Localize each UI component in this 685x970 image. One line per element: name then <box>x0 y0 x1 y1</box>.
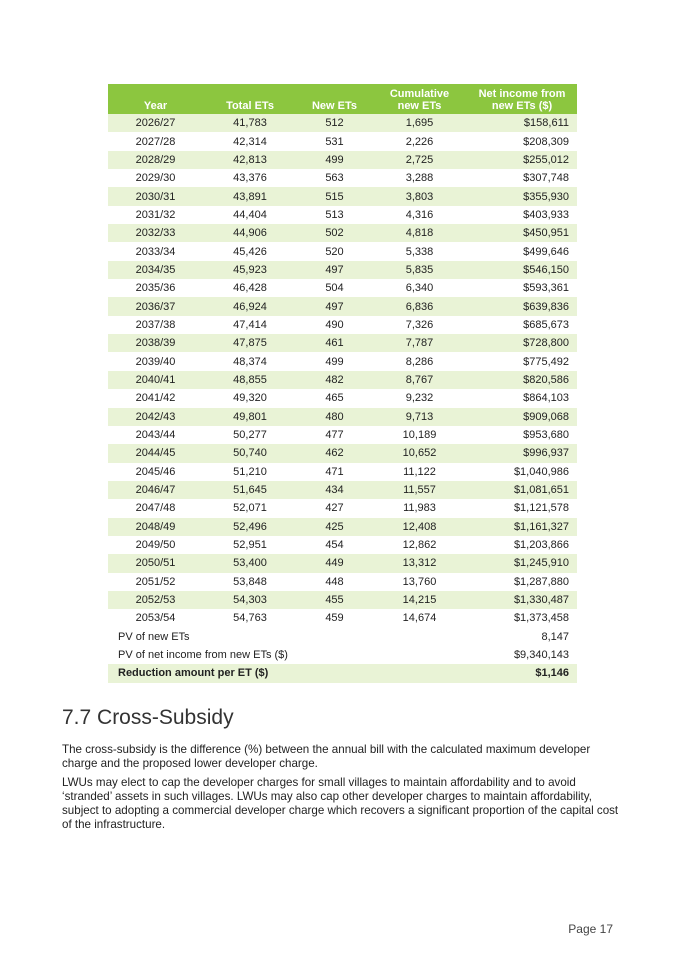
cell-new-ets: 490 <box>297 316 372 334</box>
table-row <box>108 352 577 370</box>
cell-total-ets: 54,303 <box>203 591 297 609</box>
cell-year: 2030/31 <box>108 187 203 205</box>
cell-net-income: $593,361 <box>467 279 577 297</box>
cell-net-income: $546,150 <box>467 261 577 279</box>
cell-new-ets: 465 <box>297 389 372 407</box>
cell-new-ets: 480 <box>297 408 372 426</box>
cell-cumulative-new-ets: 6,836 <box>372 297 467 315</box>
table-row <box>108 573 577 591</box>
cell-total-ets: 44,404 <box>203 206 297 224</box>
table-row <box>108 297 577 315</box>
cell-new-ets: 531 <box>297 132 372 150</box>
summary-row-reduction <box>108 664 577 682</box>
cell-year: 2034/35 <box>108 261 203 279</box>
cell-total-ets: 45,426 <box>203 242 297 260</box>
cell-net-income: $1,203,866 <box>467 536 577 554</box>
cell-total-ets: 45,923 <box>203 261 297 279</box>
summary-value: 8,147 <box>467 628 577 646</box>
cell-total-ets: 46,924 <box>203 297 297 315</box>
cell-net-income: $1,373,458 <box>467 609 577 627</box>
cell-cumulative-new-ets: 13,312 <box>372 554 467 572</box>
cell-year: 2050/51 <box>108 554 203 572</box>
header-new-ets: New ETs <box>297 84 372 114</box>
cell-net-income: $953,680 <box>467 426 577 444</box>
cell-total-ets: 52,071 <box>203 499 297 517</box>
cell-new-ets: 513 <box>297 206 372 224</box>
table-row <box>108 591 577 609</box>
cell-cumulative-new-ets: 12,408 <box>372 518 467 536</box>
cell-cumulative-new-ets: 2,226 <box>372 132 467 150</box>
cell-year: 2028/29 <box>108 151 203 169</box>
cell-cumulative-new-ets: 9,713 <box>372 408 467 426</box>
cell-total-ets: 42,314 <box>203 132 297 150</box>
cell-cumulative-new-ets: 4,316 <box>372 206 467 224</box>
cell-net-income: $1,081,651 <box>467 481 577 499</box>
cell-new-ets: 497 <box>297 297 372 315</box>
cell-total-ets: 50,277 <box>203 426 297 444</box>
cell-new-ets: 499 <box>297 352 372 370</box>
table-row <box>108 609 577 627</box>
cell-net-income: $1,287,880 <box>467 573 577 591</box>
cell-cumulative-new-ets: 8,767 <box>372 371 467 389</box>
header-net-income: Net income from new ETs ($) <box>467 84 577 114</box>
header-cumulative-new-ets: Cumulative new ETs <box>372 84 467 114</box>
cell-year: 2029/30 <box>108 169 203 187</box>
cell-net-income: $403,933 <box>467 206 577 224</box>
header-total-ets: Total ETs <box>203 84 297 114</box>
summary-label: PV of new ETs <box>108 628 467 646</box>
cell-year: 2036/37 <box>108 297 203 315</box>
cell-year: 2032/33 <box>108 224 203 242</box>
cell-cumulative-new-ets: 2,725 <box>372 151 467 169</box>
cell-total-ets: 42,813 <box>203 151 297 169</box>
cell-total-ets: 48,855 <box>203 371 297 389</box>
cell-cumulative-new-ets: 1,695 <box>372 114 467 132</box>
cell-total-ets: 53,848 <box>203 573 297 591</box>
table-row <box>108 463 577 481</box>
cell-net-income: $864,103 <box>467 389 577 407</box>
cell-new-ets: 482 <box>297 371 372 389</box>
cell-total-ets: 44,906 <box>203 224 297 242</box>
cell-total-ets: 51,210 <box>203 463 297 481</box>
cell-net-income: $909,068 <box>467 408 577 426</box>
cell-total-ets: 52,496 <box>203 518 297 536</box>
cell-cumulative-new-ets: 9,232 <box>372 389 467 407</box>
paragraph-cross-subsidy-definition: The cross-subsidy is the difference (%) between the annual bill with the calculated maximum developer charge and the proposed lower developer charge. <box>62 743 591 770</box>
table-row <box>108 518 577 536</box>
summary-value: $9,340,143 <box>467 646 577 664</box>
cell-year: 2033/34 <box>108 242 203 260</box>
cell-total-ets: 52,951 <box>203 536 297 554</box>
cell-cumulative-new-ets: 13,760 <box>372 573 467 591</box>
cell-net-income: $355,930 <box>467 187 577 205</box>
table-body <box>108 114 577 683</box>
table-row <box>108 224 577 242</box>
cell-year: 2047/48 <box>108 499 203 517</box>
cell-total-ets: 48,374 <box>203 352 297 370</box>
cell-cumulative-new-ets: 14,215 <box>372 591 467 609</box>
cell-year: 2048/49 <box>108 518 203 536</box>
cell-new-ets: 448 <box>297 573 372 591</box>
table-row <box>108 389 577 407</box>
cell-new-ets: 462 <box>297 444 372 462</box>
cell-new-ets: 563 <box>297 169 372 187</box>
cell-year: 2035/36 <box>108 279 203 297</box>
table-row <box>108 371 577 389</box>
cell-new-ets: 459 <box>297 609 372 627</box>
cell-year: 2046/47 <box>108 481 203 499</box>
cell-net-income: $1,161,327 <box>467 518 577 536</box>
cell-cumulative-new-ets: 11,122 <box>372 463 467 481</box>
cell-year: 2041/42 <box>108 389 203 407</box>
et-income-table-container <box>108 84 577 683</box>
cell-year: 2027/28 <box>108 132 203 150</box>
cell-net-income: $685,673 <box>467 316 577 334</box>
cell-new-ets: 520 <box>297 242 372 260</box>
cell-cumulative-new-ets: 5,835 <box>372 261 467 279</box>
table-row <box>108 499 577 517</box>
table-row <box>108 554 577 572</box>
cell-year: 2042/43 <box>108 408 203 426</box>
cell-new-ets: 461 <box>297 334 372 352</box>
cell-year: 2052/53 <box>108 591 203 609</box>
cell-year: 2043/44 <box>108 426 203 444</box>
cell-net-income: $820,586 <box>467 371 577 389</box>
cell-cumulative-new-ets: 10,189 <box>372 426 467 444</box>
table-row <box>108 169 577 187</box>
table-header <box>108 84 577 114</box>
cell-new-ets: 502 <box>297 224 372 242</box>
table-row <box>108 187 577 205</box>
cell-total-ets: 49,801 <box>203 408 297 426</box>
cell-new-ets: 455 <box>297 591 372 609</box>
cell-net-income: $499,646 <box>467 242 577 260</box>
cell-new-ets: 497 <box>297 261 372 279</box>
cell-cumulative-new-ets: 5,338 <box>372 242 467 260</box>
cell-cumulative-new-ets: 3,288 <box>372 169 467 187</box>
table-row <box>108 279 577 297</box>
cell-new-ets: 434 <box>297 481 372 499</box>
header-year: Year <box>108 84 203 114</box>
table-row <box>108 444 577 462</box>
cell-net-income: $208,309 <box>467 132 577 150</box>
table-row <box>108 151 577 169</box>
table-row <box>108 536 577 554</box>
summary-row-pv-new-ets <box>108 628 577 646</box>
cell-total-ets: 49,320 <box>203 389 297 407</box>
cell-net-income: $775,492 <box>467 352 577 370</box>
cell-net-income: $255,012 <box>467 151 577 169</box>
cell-year: 2026/27 <box>108 114 203 132</box>
table-row <box>108 242 577 260</box>
summary-value: $1,146 <box>467 664 577 682</box>
cell-new-ets: 454 <box>297 536 372 554</box>
paragraph-lwu-caps: LWUs may elect to cap the developer charges for small villages to maintain affordability and to avoid ‘stranded’ assets in such villages. LWUs may also cap other developer charges to maintain affordability, subject to adopting a commercial developer charge which recovers a significant proportion of the capital cost of the infrastructure. <box>62 776 619 831</box>
cell-net-income: $1,330,487 <box>467 591 577 609</box>
summary-row-pv-net-income <box>108 646 577 664</box>
cell-cumulative-new-ets: 8,286 <box>372 352 467 370</box>
cell-cumulative-new-ets: 12,862 <box>372 536 467 554</box>
cell-net-income: $639,836 <box>467 297 577 315</box>
summary-label: PV of net income from new ETs ($) <box>108 646 467 664</box>
cell-total-ets: 50,740 <box>203 444 297 462</box>
cell-cumulative-new-ets: 14,674 <box>372 609 467 627</box>
table-row <box>108 481 577 499</box>
cell-net-income: $996,937 <box>467 444 577 462</box>
cell-total-ets: 47,414 <box>203 316 297 334</box>
cell-new-ets: 512 <box>297 114 372 132</box>
page-number: Page 17 <box>568 922 613 936</box>
cell-new-ets: 425 <box>297 518 372 536</box>
cell-total-ets: 41,783 <box>203 114 297 132</box>
summary-label: Reduction amount per ET ($) <box>108 664 467 682</box>
cell-year: 2049/50 <box>108 536 203 554</box>
cell-total-ets: 46,428 <box>203 279 297 297</box>
table-row <box>108 114 577 132</box>
table-row <box>108 334 577 352</box>
cell-net-income: $1,121,578 <box>467 499 577 517</box>
cell-net-income: $1,040,986 <box>467 463 577 481</box>
cell-cumulative-new-ets: 7,787 <box>372 334 467 352</box>
section-heading: 7.7 Cross-Subsidy <box>62 706 234 729</box>
cell-total-ets: 47,875 <box>203 334 297 352</box>
table-row <box>108 206 577 224</box>
cell-total-ets: 43,891 <box>203 187 297 205</box>
cell-net-income: $307,748 <box>467 169 577 187</box>
cell-total-ets: 51,645 <box>203 481 297 499</box>
table-row <box>108 261 577 279</box>
cell-year: 2039/40 <box>108 352 203 370</box>
cell-net-income: $1,245,910 <box>467 554 577 572</box>
cell-new-ets: 471 <box>297 463 372 481</box>
cell-cumulative-new-ets: 3,803 <box>372 187 467 205</box>
cell-year: 2037/38 <box>108 316 203 334</box>
cell-year: 2031/32 <box>108 206 203 224</box>
table-row <box>108 408 577 426</box>
table-row <box>108 132 577 150</box>
cell-cumulative-new-ets: 11,983 <box>372 499 467 517</box>
cell-new-ets: 499 <box>297 151 372 169</box>
et-income-table <box>108 84 577 683</box>
cell-cumulative-new-ets: 10,652 <box>372 444 467 462</box>
cell-total-ets: 43,376 <box>203 169 297 187</box>
cell-net-income: $728,800 <box>467 334 577 352</box>
cell-new-ets: 449 <box>297 554 372 572</box>
cell-cumulative-new-ets: 4,818 <box>372 224 467 242</box>
cell-year: 2051/52 <box>108 573 203 591</box>
cell-total-ets: 53,400 <box>203 554 297 572</box>
table-row <box>108 426 577 444</box>
cell-net-income: $158,611 <box>467 114 577 132</box>
cell-year: 2053/54 <box>108 609 203 627</box>
cell-new-ets: 515 <box>297 187 372 205</box>
cell-cumulative-new-ets: 11,557 <box>372 481 467 499</box>
cell-year: 2038/39 <box>108 334 203 352</box>
cell-cumulative-new-ets: 7,326 <box>372 316 467 334</box>
cell-new-ets: 427 <box>297 499 372 517</box>
cell-year: 2040/41 <box>108 371 203 389</box>
cell-total-ets: 54,763 <box>203 609 297 627</box>
cell-cumulative-new-ets: 6,340 <box>372 279 467 297</box>
cell-new-ets: 504 <box>297 279 372 297</box>
cell-year: 2044/45 <box>108 444 203 462</box>
cell-year: 2045/46 <box>108 463 203 481</box>
table-row <box>108 316 577 334</box>
cell-net-income: $450,951 <box>467 224 577 242</box>
cell-new-ets: 477 <box>297 426 372 444</box>
